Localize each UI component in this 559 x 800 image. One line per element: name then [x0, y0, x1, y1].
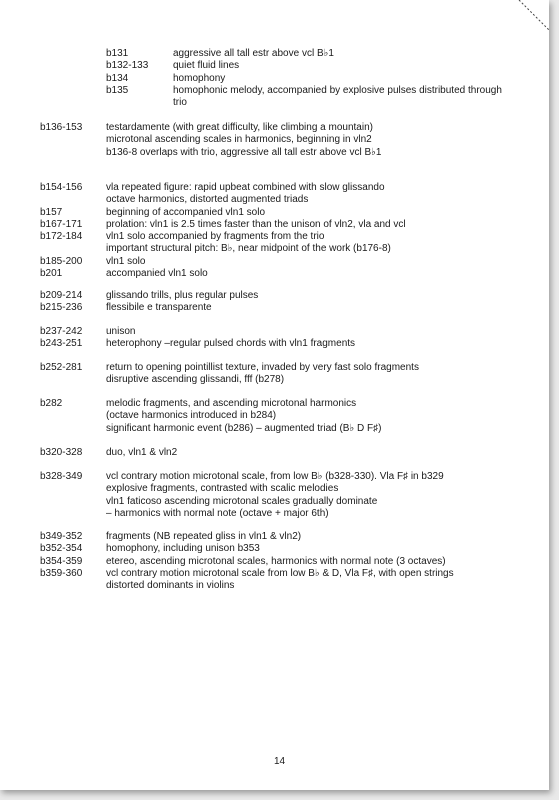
entry-description	[106, 290, 520, 302]
entry-group	[40, 290, 520, 315]
bar-range: b135	[106, 84, 129, 96]
description-line: (octave harmonics introduced in b284)	[106, 410, 277, 422]
entry-row	[40, 326, 520, 338]
bar-range: b354-359	[40, 555, 83, 567]
entry-description	[106, 447, 520, 459]
entry-row	[40, 338, 520, 350]
description-line: vcl contrary motion microtonal scale from low B♭ & D, Vla F♯, with open strings	[106, 567, 454, 579]
description-line: important structural pitch: B♭, near midpoint of the work (b176-8)	[106, 243, 391, 255]
description-line: melodic fragments, and ascending microtonal harmonics	[106, 398, 357, 409]
page-corner-marker	[509, 0, 549, 40]
entry-row	[40, 290, 520, 302]
bar-range: b172-184	[40, 231, 83, 243]
description-line: homophonic melody, accompanied by explosive pulses distributed through	[173, 84, 502, 96]
entry-row	[40, 302, 520, 314]
entry-row	[40, 207, 520, 219]
bar-range: b320-328	[40, 447, 83, 458]
bar-range: b185-200	[40, 255, 83, 267]
entry-description	[106, 556, 520, 568]
bar-range: b352-354	[40, 543, 83, 555]
entry-row	[40, 362, 520, 387]
entry-row	[40, 122, 520, 159]
entry-row	[40, 447, 520, 459]
bar-range: b349-352	[40, 531, 83, 542]
description-line: duo, vln1 & vln2	[106, 447, 178, 458]
description-line: fragments (NB repeated gliss in vln1 & vln2)	[106, 531, 302, 542]
description-line: vla repeated figure: rapid upbeat combined with slow glissando	[106, 182, 385, 193]
description-line: homophony	[173, 72, 226, 84]
description-line: – harmonics with normal note (octave + major 6th)	[106, 507, 329, 519]
description-line: testardamente (with great difficulty, like climbing a mountain)	[106, 122, 373, 133]
entry-description	[106, 338, 520, 350]
entry-description	[173, 73, 516, 85]
entry-group	[40, 398, 520, 435]
bar-range: b252-281	[40, 362, 83, 373]
entry-description	[106, 219, 520, 231]
entry-description	[106, 531, 520, 543]
entry-description	[173, 85, 516, 110]
bar-range: b243-251	[40, 338, 83, 350]
entry-row	[106, 48, 516, 60]
page-number: 14	[273, 756, 286, 767]
bar-range: b157	[40, 206, 63, 218]
description-line: etereo, ascending microtonal scales, harmonics with normal note (3 octaves)	[106, 555, 446, 567]
entry-description	[173, 48, 516, 60]
description-line: vln1 solo	[106, 255, 146, 267]
bar-range: b359-360	[40, 567, 83, 579]
bar-range: b201	[40, 268, 63, 280]
entry-description	[106, 268, 520, 280]
entry-row	[40, 219, 520, 231]
description-line: disruptive ascending glissandi, fff (b278)	[106, 374, 285, 386]
bar-range: b167-171	[40, 218, 83, 230]
sub-entries-block	[106, 48, 516, 109]
entry-group	[40, 182, 520, 280]
description-line: vln1 solo accompanied by fragments from the trio	[106, 231, 325, 243]
description-line: accompanied vln1 solo	[106, 268, 208, 280]
bar-range: b136-153	[40, 122, 83, 133]
description-line: beginning of accompanied vln1 solo	[106, 206, 265, 218]
entry-group	[40, 531, 520, 592]
bar-range: b282	[40, 398, 63, 409]
description-line: aggressive all tall estr above vcl B♭1	[173, 48, 334, 59]
entry-row	[106, 60, 516, 72]
description-line: b136-8 overlaps with trio, aggressive all tall estr above vcl B♭1	[106, 146, 382, 158]
entry-row	[40, 182, 520, 207]
description-line: significant harmonic event (b286) – augmented triad (B♭ D F♯)	[106, 422, 382, 434]
entry-description	[106, 207, 520, 219]
description-line: vln1 faticoso ascending microtonal scales gradually dominate	[106, 495, 378, 507]
bar-range: b209-214	[40, 290, 83, 301]
entry-description	[106, 231, 520, 256]
description-line: unison	[106, 326, 136, 337]
entry-row	[40, 268, 520, 280]
bar-range: b134	[106, 72, 129, 84]
description-line: distorted dominants in violins	[106, 580, 235, 592]
entry-row	[40, 556, 520, 568]
entry-description	[106, 256, 520, 268]
entry-description	[106, 471, 520, 520]
entry-group	[40, 447, 520, 459]
entry-row	[40, 471, 520, 520]
entry-description	[173, 60, 516, 72]
entry-row	[40, 256, 520, 268]
bar-range: b131	[106, 48, 129, 59]
entry-description	[106, 182, 520, 207]
description-line: glissando trills, plus regular pulses	[106, 290, 259, 301]
entry-row	[106, 73, 516, 85]
description-line: explosive fragments, contrasted with scalic melodies	[106, 483, 339, 495]
description-line: heterophony –regular pulsed chords with vln1 fragments	[106, 338, 356, 350]
entry-description	[106, 543, 520, 555]
entry-description	[106, 568, 520, 593]
description-line: homophony, including unison b353	[106, 543, 260, 555]
entry-description	[106, 326, 520, 338]
description-line: flessibile e transparente	[106, 302, 212, 314]
bar-range: b215-236	[40, 302, 83, 314]
entry-group	[40, 326, 520, 351]
description-line: quiet fluid lines	[173, 60, 240, 72]
bar-range: b132-133	[106, 60, 149, 72]
description-line: prolation: vln1 is 2.5 times faster than the unison of vln2, vla and vcl	[106, 218, 406, 230]
entry-description	[106, 362, 520, 387]
description-line: microtonal ascending scales in harmonics, beginning in vln2	[106, 134, 372, 146]
bar-range: b328-349	[40, 471, 83, 482]
description-line: octave harmonics, distorted augmented triads	[106, 194, 309, 206]
description-line: vcl contrary motion microtonal scale, from low B♭ (b328-330). Vla F♯ in b329	[106, 471, 444, 482]
entry-row	[40, 531, 520, 543]
entry-description	[106, 398, 520, 435]
entry-row	[106, 85, 516, 110]
entry-row	[40, 231, 520, 256]
entry-description	[106, 302, 520, 314]
entry-row	[40, 543, 520, 555]
entry-row	[40, 568, 520, 593]
bar-range: b154-156	[40, 182, 83, 193]
description-line: trio	[173, 97, 187, 109]
entry-group	[40, 122, 520, 159]
entry-description	[106, 122, 520, 159]
entry-group	[40, 471, 520, 520]
entry-row	[40, 398, 520, 435]
entry-group	[40, 362, 520, 387]
description-line: return to opening pointillist texture, invaded by very fast solo fragments	[106, 362, 419, 373]
bar-range: b237-242	[40, 326, 83, 337]
